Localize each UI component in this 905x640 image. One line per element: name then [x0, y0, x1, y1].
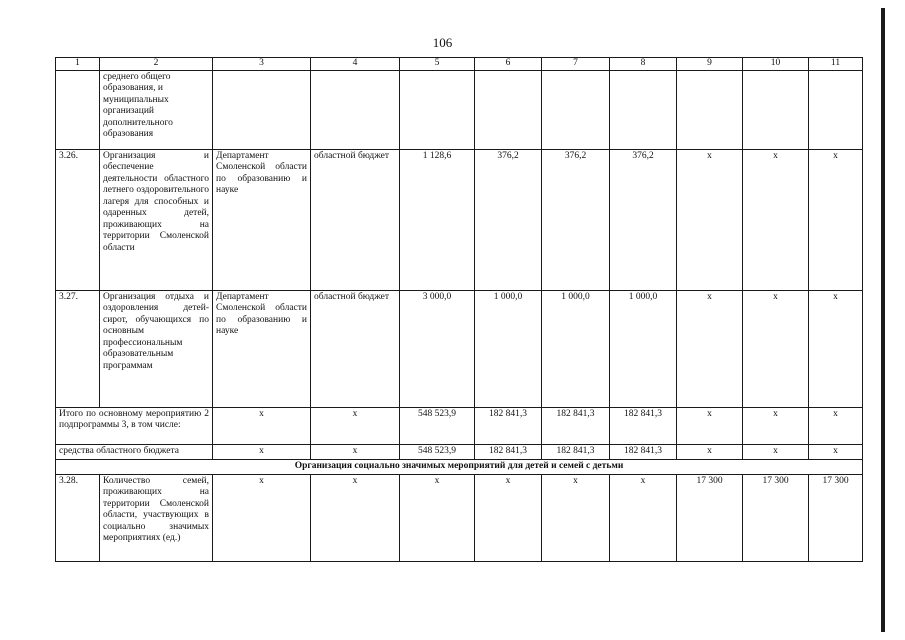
year-3-amount: 182 841,3	[610, 444, 677, 459]
row-number: 3.28.	[56, 474, 100, 561]
year-2-amount: 182 841,3	[542, 444, 610, 459]
total-amount: 1 128,6	[400, 149, 475, 290]
year-2-amount: 1 000,0	[542, 290, 610, 407]
year-3-amount: 182 841,3	[610, 407, 677, 444]
table-row	[56, 290, 863, 407]
year-2-amount: 182 841,3	[542, 407, 610, 444]
year-3-amount: 376,2	[610, 149, 677, 290]
total-amount: х	[400, 474, 475, 561]
section-title: Организация социально значимых мероприятий для детей и семей с детьми	[56, 459, 863, 474]
indicator-year-3: х	[809, 407, 863, 444]
budget-row	[56, 444, 863, 459]
year-1-amount: 182 841,3	[475, 444, 542, 459]
scan-edge-line	[881, 8, 885, 632]
column-header: 1	[56, 58, 100, 71]
funding-source: областной бюджет	[311, 149, 400, 290]
indicator-year-2: х	[743, 444, 809, 459]
indicator-year-2: х	[743, 290, 809, 407]
funding-source: областной бюджет	[311, 290, 400, 407]
table-row	[56, 149, 863, 290]
year-1-amount: 1 000,0	[475, 290, 542, 407]
total-label: Итого по основному мероприятию 2 подпрограммы 3, в том числе:	[56, 407, 213, 444]
activity-name: Организация и обеспечение деятельности областного летнего оздоровительного лагеря для способных и одаренных детей, проживающих на территории Смоленской области	[100, 149, 213, 290]
budget-source: х	[311, 444, 400, 459]
continuation-row	[56, 70, 863, 149]
budget-label: средства областного бюджета	[56, 444, 213, 459]
table-row	[56, 474, 863, 561]
column-header: 6	[475, 58, 542, 71]
column-header: 2	[100, 58, 213, 71]
page-number: 106	[432, 35, 453, 50]
funding-source: х	[311, 474, 400, 561]
column-header: 11	[809, 58, 863, 71]
column-header: 10	[743, 58, 809, 71]
activity-name: Организация отдыха и оздоровления детей-сирот, обучающихся по основным профессиональным образовательным программам	[100, 290, 213, 407]
column-header: 5	[400, 58, 475, 71]
year-1-amount: 182 841,3	[475, 407, 542, 444]
total-amount: 548 523,9	[400, 444, 475, 459]
column-header: 7	[542, 58, 610, 71]
program-table	[55, 57, 863, 562]
indicator-year-3: х	[809, 444, 863, 459]
executor: Департамент Смоленской области по образованию и науке	[213, 290, 311, 407]
indicator-year-2: х	[743, 149, 809, 290]
executor: Департамент Смоленской области по образованию и науке	[213, 149, 311, 290]
column-header: 8	[610, 58, 677, 71]
total-executor: х	[213, 407, 311, 444]
indicator-name: Количество семей, проживающих на территории Смоленской области, участвующих в социально значимых мероприятиях (ед.)	[100, 474, 213, 561]
indicator-year-2: х	[743, 407, 809, 444]
indicator-year-3: х	[809, 290, 863, 407]
column-header: 9	[677, 58, 743, 71]
year-2-amount: 376,2	[542, 149, 610, 290]
total-row	[56, 407, 863, 444]
indicator-year-3: 17 300	[809, 474, 863, 561]
total-amount: 548 523,9	[400, 407, 475, 444]
total-source: х	[311, 407, 400, 444]
indicator-year-1: х	[677, 444, 743, 459]
column-header: 3	[213, 58, 311, 71]
column-number-header-row	[56, 58, 863, 71]
indicator-year-1: 17 300	[677, 474, 743, 561]
indicator-year-1: х	[677, 290, 743, 407]
row-number: 3.27.	[56, 290, 100, 407]
total-amount: 3 000,0	[400, 290, 475, 407]
year-1-amount: 376,2	[475, 149, 542, 290]
year-3-amount: х	[610, 474, 677, 561]
row-number: 3.26.	[56, 149, 100, 290]
indicator-year-1: х	[677, 149, 743, 290]
column-header: 4	[311, 58, 400, 71]
indicator-year-2: 17 300	[743, 474, 809, 561]
indicator-year-1: х	[677, 407, 743, 444]
year-3-amount: 1 000,0	[610, 290, 677, 407]
budget-executor: х	[213, 444, 311, 459]
year-2-amount: х	[542, 474, 610, 561]
continuation-text: среднего общего образования, и муниципальных организаций дополнительного образования	[100, 70, 213, 149]
year-1-amount: х	[475, 474, 542, 561]
indicator-year-3: х	[809, 149, 863, 290]
section-header-row	[56, 459, 863, 474]
executor: х	[213, 474, 311, 561]
